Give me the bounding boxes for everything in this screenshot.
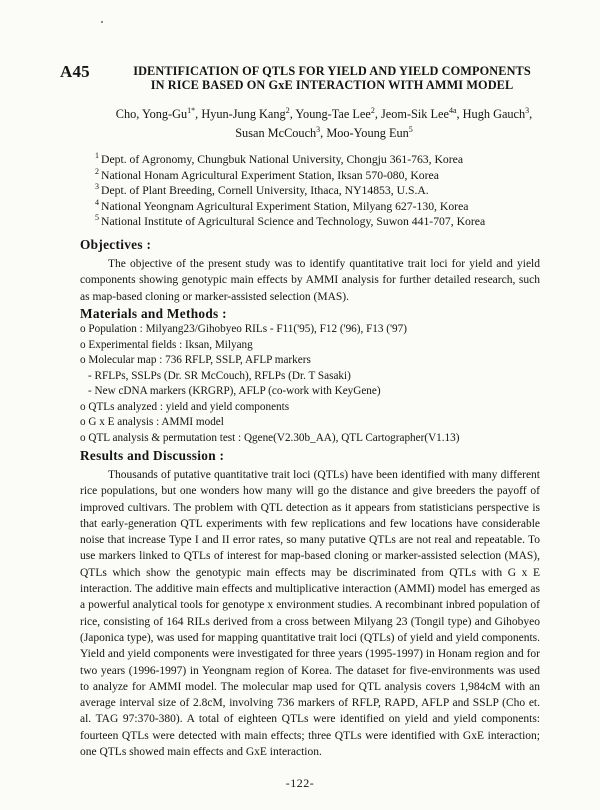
affiliation-item (95, 214, 565, 230)
title-line-2: IN RICE BASED ON GxE INTERACTION WITH AMMI MODEL (150, 78, 514, 92)
affiliation-number: 3 (95, 182, 99, 192)
affiliation-text: Dept. of Agronomy, Chungbuk National University, Chongju 361-763, Korea (101, 153, 464, 166)
affiliation-text: National Institute of Agricultural Science and Technology, Suwon 441-707, Korea (101, 215, 486, 228)
affiliation-text: National Honam Agricultural Experiment Station, Iksan 570-080, Korea (101, 168, 439, 182)
author-affiliation-mark: 2 (370, 105, 375, 115)
materials-item: o Experimental fields : Iksan, Milyang (80, 338, 253, 351)
affiliation-item (95, 152, 565, 168)
materials-item: o Population : Milyang23/Gihobyeo RILs - F11('95), F12 ('96), F13 ('97) (80, 323, 407, 335)
results-heading: Results and Discussion : (80, 448, 225, 463)
affiliation-number: 2 (95, 166, 99, 176)
author-separator: , (456, 107, 463, 121)
title-line-1: IDENTIFICATION OF QTLS FOR YIELD AND YIELD COMPONENTS (133, 64, 531, 78)
author: Jeom-Sik Lee (380, 107, 449, 121)
affiliation-item (95, 183, 565, 199)
affiliation-item (95, 199, 565, 215)
affiliation-number: 4 (95, 197, 99, 207)
author-separator: , (195, 107, 202, 121)
abstract-code: A45 (60, 62, 90, 81)
author-affiliation-mark: 3 (316, 124, 321, 134)
author-separator: , (320, 126, 327, 140)
affiliation-number: 1 (95, 151, 99, 161)
author-affiliation-mark: 4a (448, 105, 457, 115)
author-separator: , (374, 107, 381, 121)
author-affiliation-mark: 1* (187, 105, 196, 115)
paper-title (112, 64, 552, 92)
affiliation-list (95, 152, 565, 230)
objectives-body: The objective of the present study was to identify quantitative trait loci for yield and yield components showing genotypic main effects by AMMI analysis for further detailed research, such as map-based cloning or marker-assisted selection (MAS). (80, 258, 540, 303)
affiliation-item (95, 168, 565, 184)
affiliation-number: 5 (95, 213, 99, 223)
page-number: -122- (285, 776, 315, 790)
materials-subitem: - RFLPs, SSLPs (Dr. SR McCouch), RFLPs (Dr. T Sasaki) (88, 369, 351, 382)
materials-item: o G x E analysis : AMMI model (80, 416, 224, 428)
results-text (80, 467, 540, 760)
materials-subitem: - New cDNA markers (KRGRP), AFLP (co-work with KeyGene) (88, 385, 381, 397)
materials-item: o QTLs analyzed : yield and yield components (80, 400, 290, 413)
materials-heading: Materials and Methods : (80, 306, 227, 321)
author-affiliation-mark: 2 (285, 105, 290, 115)
scan-speck (101, 21, 103, 23)
author: Cho, Yong-Gu (115, 107, 188, 121)
author-affiliation-mark: 5 (408, 124, 413, 134)
author-separator: , (289, 107, 296, 121)
author-affiliation-mark: 3 (525, 105, 530, 115)
objectives-heading: Objectives : (80, 237, 152, 252)
author: Hugh Gauch (462, 107, 526, 121)
author: Hyun-Jung Kang (201, 107, 286, 121)
objectives-text (80, 256, 540, 305)
author: Susan McCouch (235, 126, 317, 140)
affiliation-text: National Yeongnam Agricultural Experiment Station, Milyang 627-130, Korea (101, 199, 469, 213)
author-list (96, 105, 552, 143)
materials-list (80, 322, 550, 446)
author: Moo-Young Eun (326, 126, 409, 140)
results-body: Thousands of putative quantitative trait loci (QTLs) have been identified with many different rice populations, but one wonders how many will go the distance and give breeders the payoff of improved cultivars. The problem with QTL detection as it appears from statisticians perspective is that early-generation QTL experiments with few replications and few locations have considerable noise that increase Type I and II error rates, so many putative QTLs are not real and repeatable. To use markers linked to QTLs of interest for map-based cloning or marker-assisted selection (MAS), QTLs which show the genotypic main effects may be discriminated from QTLs with G x E interaction. The additive main effects and multiplicative interaction (AMMI) model has emerged as a powerful analytical tools for genotype x environment studies. A recombinant inbred population of rice, consisting of 164 RILs derived from a cross between Milyang 23 (Tongil type) and Gihobyeo (Japonica type), was used for mapping quantitative trait loci (QTLs) of yield and yield components. Yield and yield components were investigated for three years (1995-1997) in Honam region and for two years (1996-1997) in Yeongnam region of Korea. The dataset for five-environments was used to analyze for AMMI model. The molecular map used for QTL analysis covers 1,984cM with an average interval size of 2.8cM, involving 736 markers of RFLP, RAPD, AFLP and SSLP (Cho et. al. TAG 97:370-380). A total of eighteen QTLs were identified on yield and yield components: fourteen QTLs were detected with main effects; three QTLs were identified with GxE interaction; one QTLs showed main effects and GxE interaction. (80, 469, 540, 759)
materials-item: o QTL analysis & permutation test : Qgene(V2.30b_AA), QTL Cartographer(V1.13) (80, 431, 460, 444)
author-separator: , (529, 107, 533, 121)
author: Young-Tae Lee (295, 107, 371, 121)
materials-item: o Molecular map : 736 RFLP, SSLP, AFLP markers (80, 354, 311, 366)
affiliation-text: Dept. of Plant Breeding, Cornell University, Ithaca, NY14853, U.S.A. (101, 184, 429, 197)
